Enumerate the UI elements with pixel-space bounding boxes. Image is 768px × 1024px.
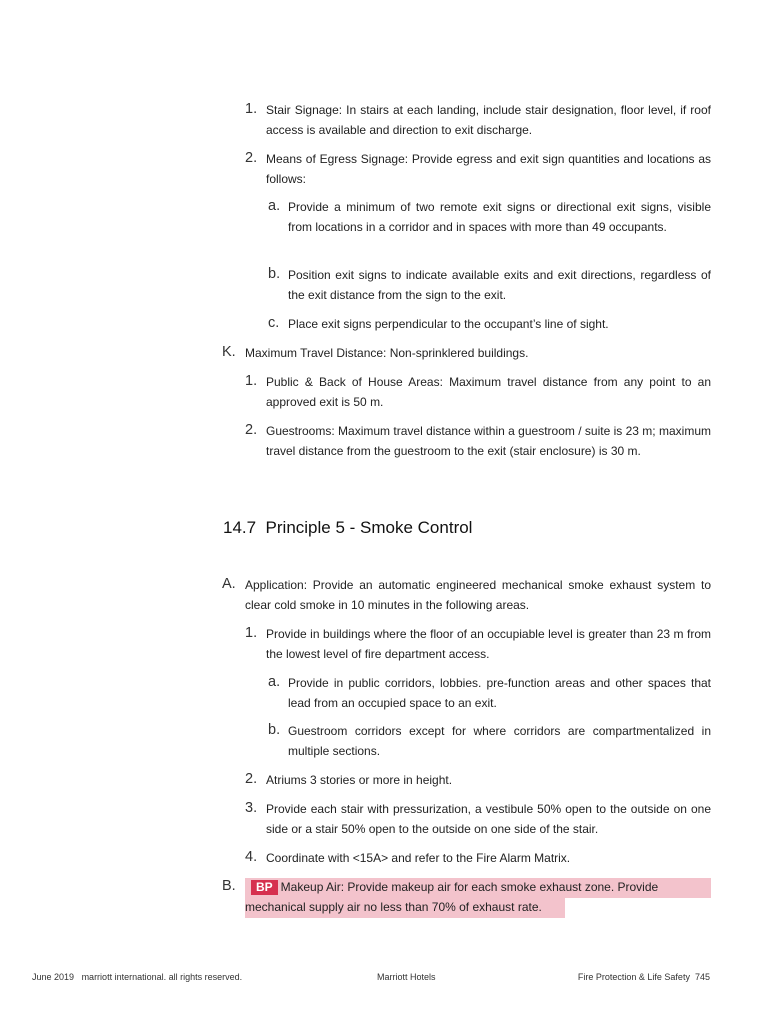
section-number: 14.7 (223, 518, 257, 537)
list-text: Provide in public corridors, lobbies. pre-function areas and other spaces that lead from an occupied space to an exit. (288, 676, 711, 710)
list-marker: b. (268, 722, 281, 738)
footer-right (578, 972, 710, 982)
list-text: Guestroom corridors except for where corridors are compartmentalized in multiple sections. (288, 724, 711, 758)
list-text: Provide in buildings where the floor of an occupiable level is greater than 23 m from the lowest level of fire department access. (266, 627, 711, 661)
list-text: Place exit signs perpendicular to the occupant’s line of sight. (288, 317, 609, 331)
list-marker: 2. (245, 771, 258, 787)
makeup-air-line-2: mechanical supply air no less than 70% of exhaust rate. (245, 900, 542, 914)
list-marker: 1. (245, 625, 258, 641)
list-text: Means of Egress Signage: Provide egress and exit sign quantities and locations as follows: (266, 152, 711, 186)
section-title: Principle 5 - Smoke Control (265, 518, 473, 537)
list-text: Provide each stair with pressurization, a vestibule 50% open to the outside on one side or a stair 50% open to the outside on one side of the stair. (266, 802, 711, 836)
list-text: Application: Provide an automatic engineered mechanical smoke exhaust system to clear cold smoke in 10 minutes in the following areas. (245, 578, 711, 612)
list-text: Position exit signs to indicate available exits and exit directions, regardless of the exit distance from the sign to the exit. (288, 268, 711, 302)
list-marker: 4. (245, 849, 258, 865)
list-text: Provide a minimum of two remote exit signs or directional exit signs, visible from locations in a corridor and in spaces with more than 49 occupants. (288, 200, 711, 234)
list-text: Public & Back of House Areas: Maximum travel distance from any point to an approved exit is 50 m. (266, 375, 711, 409)
makeup-air-text-1: Makeup Air: Provide makeup air for each smoke exhaust zone. Provide (280, 880, 659, 894)
list-marker: 1. (245, 101, 258, 117)
list-text: Coordinate with <15A> and refer to the Fire Alarm Matrix. (266, 851, 571, 865)
list-marker: 2. (245, 150, 258, 166)
section-heading (223, 518, 472, 538)
list-text: Stair Signage: In stairs at each landing, include stair designation, floor level, if roof access is available and direction to exit discharge. (266, 103, 711, 137)
list-marker: A. (222, 576, 236, 592)
footer-copyright: marriott international. all rights reserved. (81, 972, 243, 982)
footer-left (32, 972, 242, 982)
list-text: Guestrooms: Maximum travel distance within a guestroom / suite is 23 m; maximum travel distance from the guestroom to the exit (stair enclosure) is 30 m. (266, 424, 711, 458)
page-number: 745 (694, 972, 710, 982)
list-marker: a. (268, 198, 281, 214)
list-marker: b. (268, 266, 281, 282)
list-marker: B. (222, 878, 236, 894)
footer-date: June 2019 (32, 972, 75, 982)
list-marker: 1. (245, 373, 258, 389)
list-marker: c. (268, 315, 280, 331)
list-marker: 2. (245, 422, 258, 438)
list-text: Maximum Travel Distance: Non-sprinklered buildings. (245, 346, 529, 360)
list-text: Atriums 3 stories or more in height. (266, 773, 453, 787)
footer-brand: Marriott Hotels (377, 972, 436, 982)
list-marker: a. (268, 674, 281, 690)
footer-section: Fire Protection & Life Safety (577, 972, 690, 982)
bp-badge: BP (251, 880, 278, 895)
list-marker: K. (222, 344, 236, 360)
list-marker: 3. (245, 800, 258, 816)
makeup-air-line-1 (245, 878, 711, 898)
